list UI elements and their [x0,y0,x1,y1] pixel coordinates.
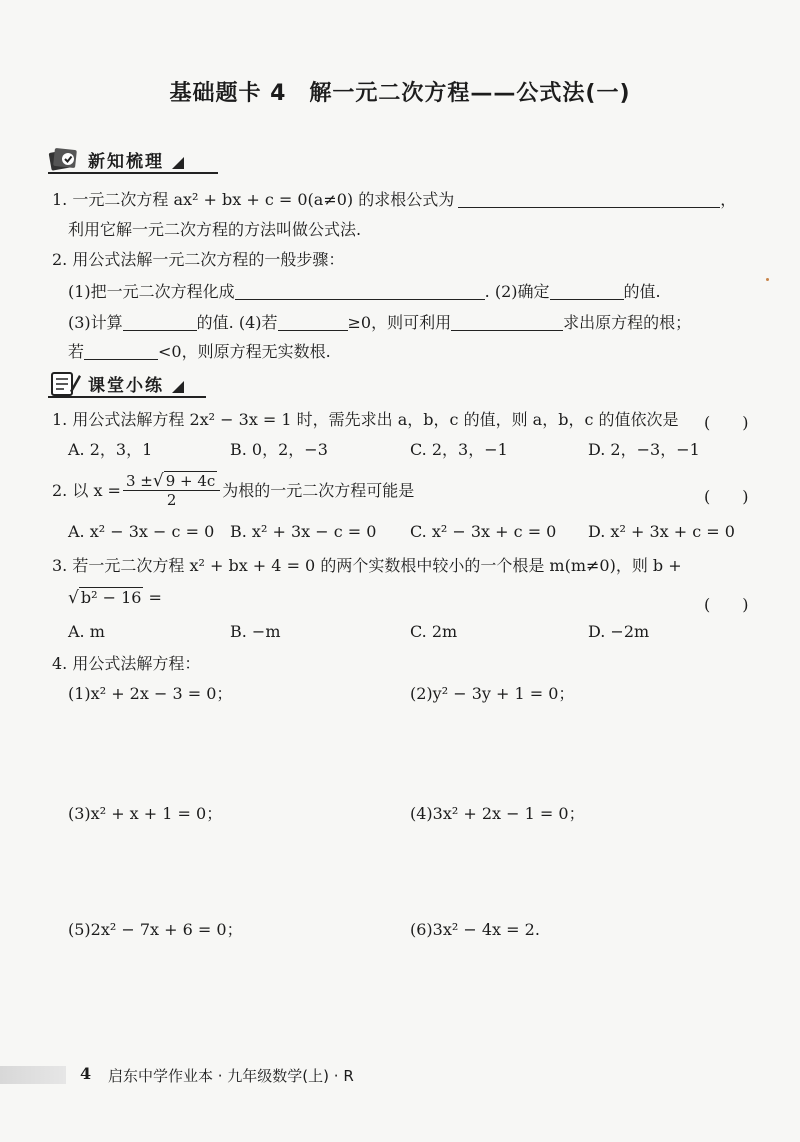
s2-q3-option-c[interactable]: C. 2m [410,622,458,641]
s1-q2-line3 [68,342,331,362]
s2-q2-option-d[interactable]: D. x² + 3x + c = 0 [588,522,735,541]
footer-bar [0,1066,66,1084]
s1-q1-comma: ， [720,190,737,209]
s2-q1-option-b[interactable]: B. 0，2，−3 [230,440,328,459]
fraction-denominator: 2 [166,491,177,509]
notebook-pencil-icon [48,369,82,397]
s1-q1-text: 1. 一元二次方程 ax² + bx + c = 0(a≠0) 的求根公式为 [52,190,455,209]
sqrt-icon: √ [152,471,164,491]
s2-q2-option-c[interactable]: C. x² − 3x + c = 0 [410,522,557,541]
s2-q4-item-5: (5)2x² − 7x + 6 = 0； [68,920,243,939]
s1-q2-line2 [68,313,691,333]
section-underline [48,172,218,174]
answer-paren[interactable]: ( ) [704,413,749,432]
s1-q2-l2-a: (3)计算 [68,313,123,332]
s2-q2-pre: 2. 以 x = [52,480,121,500]
s2-q2-option-b[interactable]: B. x² + 3x − c = 0 [230,522,377,541]
s1-q2-l1-b: . (2)确定 [484,282,550,301]
footer-book-title: 启东中学作业本 · 九年级数学(上) · R [108,1067,354,1085]
fraction-numerator [123,472,220,491]
s1-q2-l3-a: 若 [68,342,85,361]
s1-q2-line1 [68,282,661,302]
s2-q4-item-2: (2)y² − 3y + 1 = 0； [410,684,575,703]
s1-q1-line1 [52,190,736,210]
answer-blank[interactable] [235,283,485,300]
sqrt-icon: √ [68,588,79,608]
s2-q4-item-3: (3)x² + x + 1 = 0； [68,804,223,823]
ink-speck [766,278,769,281]
radicand: b² − 16 [80,588,142,607]
answer-paren[interactable]: ( ) [704,595,749,614]
s1-q2-l2-d: 求出原方程的根； [563,313,692,332]
s2-q1-option-d[interactable]: D. 2，−3，−1 [588,440,700,459]
section-label: 新知梳理 [88,151,164,172]
page-title: 基础题卡 4 解一元二次方程——公式法(一) [169,81,631,106]
radicand: 9 + 4c [165,472,216,490]
answer-blank[interactable] [84,343,158,360]
s1-q2-l1-a: (1)把一元二次方程化成 [68,282,235,301]
section-label: 课堂小练 [88,375,164,396]
s2-q1-text: 1. 用公式法解方程 2x² − 3x = 1 时，需先求出 a，b，c 的值，则 a，b，c 的值依次是 [52,410,679,429]
answer-blank[interactable] [123,314,197,331]
page-number: 4 [80,1064,92,1083]
s2-q1-option-c[interactable]: C. 2，3，−1 [410,440,508,459]
numerator-part: 3 ± [125,472,153,490]
answer-blank[interactable] [278,314,348,331]
triangle-marker-icon [172,157,184,169]
section-underline [48,396,206,398]
answer-blank[interactable] [458,191,720,208]
s1-q1-line2: 利用它解一元二次方程的方法叫做公式法. [68,220,362,239]
s2-q2-option-a[interactable]: A. x² − 3x − c = 0 [68,522,215,541]
s2-q3-option-d[interactable]: D. −2m [588,622,650,641]
book-check-icon [48,145,82,173]
answer-blank[interactable] [451,314,563,331]
s2-q3-option-b[interactable]: B. −m [230,622,281,641]
s2-q3-line1: 3. 若一元二次方程 x² + bx + 4 = 0 的两个实数根中较小的一个根是 m(m≠0)，则 b + [52,556,682,575]
s2-q4-title: 4. 用公式法解方程： [52,654,201,673]
s1-q2-l2-b: 的值. (4)若 [196,313,278,332]
answer-blank[interactable] [550,283,624,300]
s2-q4-item-6: (6)3x² − 4x = 2. [410,920,540,939]
section-header-new-knowledge [48,144,218,174]
s2-q2-post: 为根的一元二次方程可能是 [222,480,415,500]
root-fraction [123,472,220,509]
s2-q4-item-4: (4)3x² + 2x − 1 = 0； [410,804,585,823]
s1-q2-title: 2. 用公式法解一元二次方程的一般步骤： [52,250,345,269]
s1-q2-l2-c: ≥0，则可利用 [347,313,452,332]
answer-paren[interactable]: ( ) [704,487,749,506]
s2-q2-line [52,472,414,509]
s2-q3-option-a[interactable]: A. m [68,622,105,641]
section-header-class-practice [48,368,218,398]
s1-q2-l1-c: 的值. [623,282,661,301]
s2-q4-item-1: (1)x² + 2x − 3 = 0； [68,684,233,703]
triangle-marker-icon [172,381,184,393]
s2-q3-tail: = [143,588,162,607]
s2-q3-line2 [68,588,162,608]
s1-q2-l3-b: <0，则原方程无实数根. [158,342,331,361]
s2-q1-option-a[interactable]: A. 2，3，1 [68,440,153,459]
